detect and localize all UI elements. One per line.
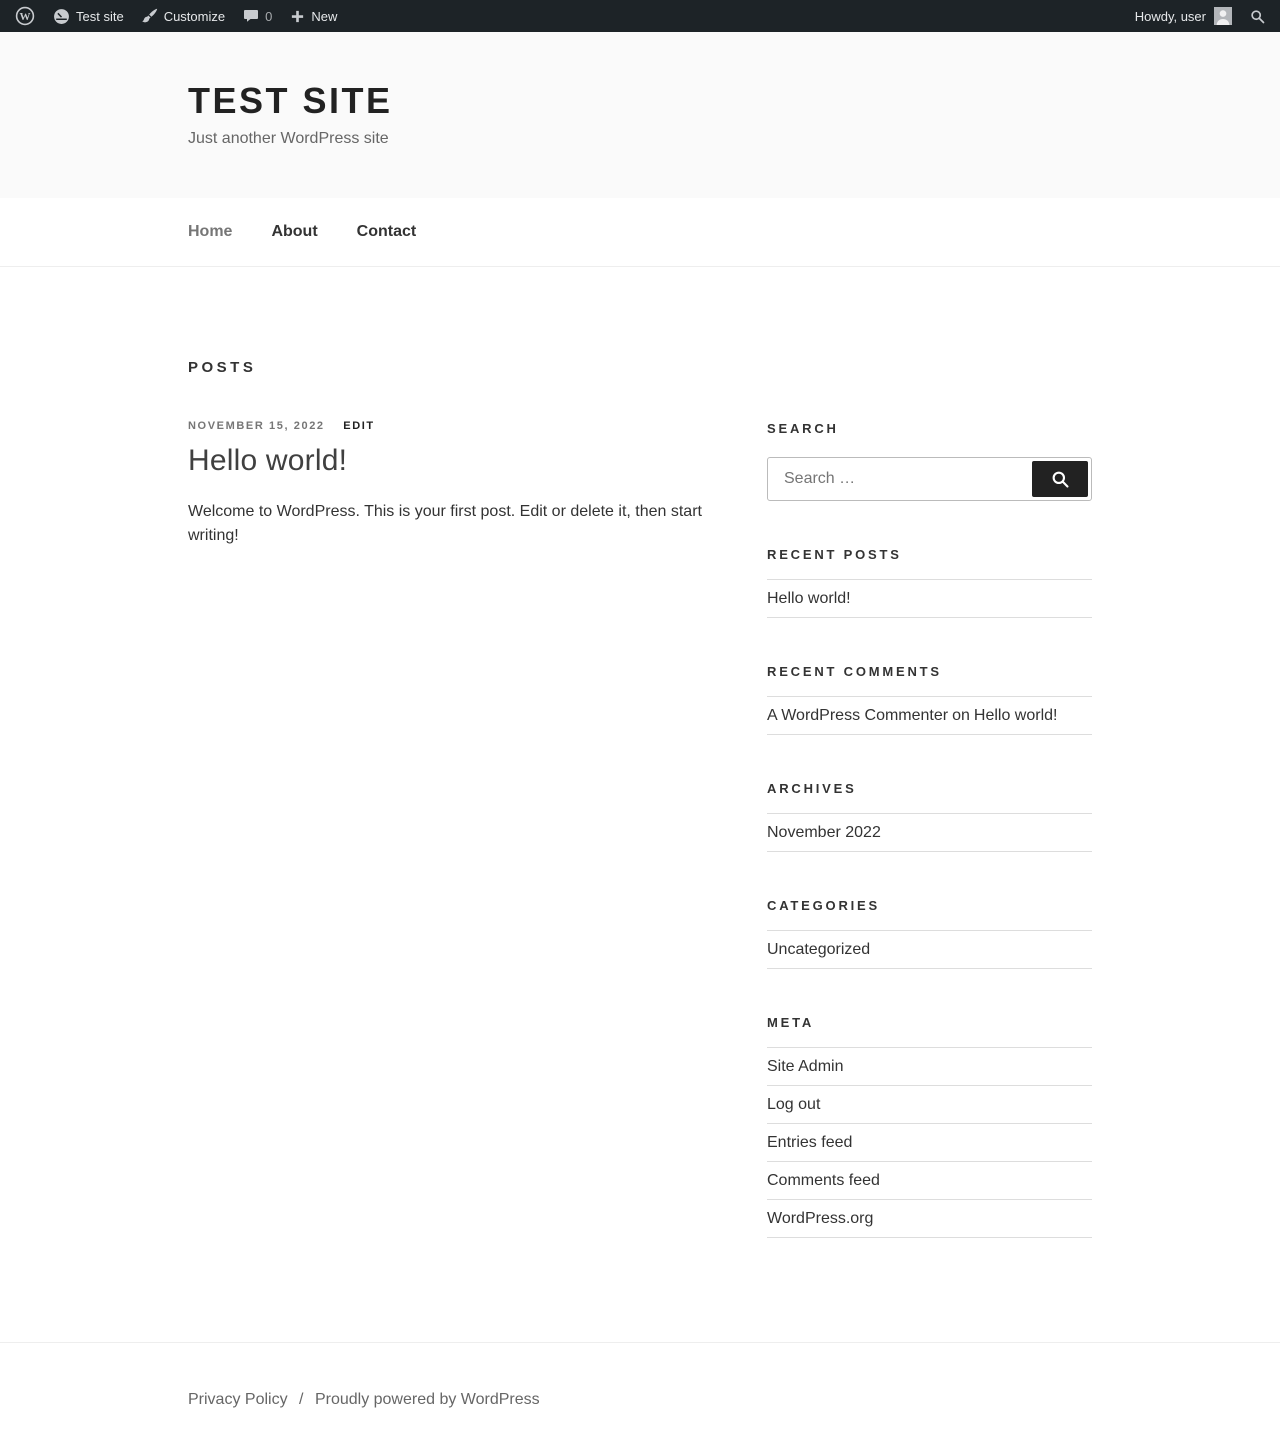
archive-link[interactable]: November 2022 bbox=[767, 824, 881, 841]
page-title: POSTS bbox=[188, 359, 257, 376]
dashboard-icon bbox=[53, 8, 70, 25]
list-item bbox=[767, 814, 1092, 852]
widget-meta-title: META bbox=[767, 1015, 815, 1030]
primary-nav bbox=[0, 198, 1280, 267]
comment-author-link[interactable]: A WordPress Commenter bbox=[767, 707, 949, 724]
comments-icon bbox=[243, 8, 259, 24]
widget-categories bbox=[767, 898, 1092, 969]
post-body: Welcome to WordPress. This is your first post. Edit or delete it, then start writing! bbox=[188, 503, 702, 544]
comment-connector: on bbox=[952, 707, 970, 724]
site-title-link[interactable]: TEST SITE bbox=[188, 80, 393, 121]
meta-wordpress-org-link[interactable]: WordPress.org bbox=[767, 1210, 874, 1227]
list-item bbox=[767, 1086, 1092, 1124]
comment-post-link[interactable]: Hello world! bbox=[973, 707, 1058, 724]
adminbar-site-label: Test site bbox=[76, 8, 124, 24]
howdy-text: Howdy, user bbox=[1134, 8, 1206, 24]
list-item bbox=[767, 931, 1092, 969]
site-title bbox=[188, 81, 1092, 121]
category-link[interactable]: Uncategorized bbox=[767, 941, 871, 958]
search-form bbox=[767, 457, 1092, 501]
main-column bbox=[188, 359, 720, 1238]
widget-search bbox=[767, 421, 1092, 501]
widget-recent-posts bbox=[767, 547, 1092, 618]
content-area bbox=[188, 267, 1092, 1238]
nav-item-home[interactable]: Home bbox=[188, 223, 233, 240]
widget-recent-comments-title: RECENT COMMENTS bbox=[767, 664, 942, 679]
list-item bbox=[767, 1200, 1092, 1238]
meta-site-admin-link[interactable]: Site Admin bbox=[767, 1058, 844, 1075]
list-item bbox=[767, 1162, 1092, 1200]
post-title-link[interactable]: Hello world! bbox=[188, 444, 348, 477]
meta-entries-feed-link[interactable]: Entries feed bbox=[767, 1134, 853, 1151]
wp-logo-menu[interactable] bbox=[6, 0, 44, 32]
adminbar-customize[interactable] bbox=[133, 0, 234, 32]
adminbar-site-name[interactable] bbox=[44, 0, 133, 32]
adminbar-customize-label: Customize bbox=[163, 8, 226, 24]
powered-by-link[interactable]: Proudly powered by WordPress bbox=[314, 1391, 540, 1408]
post-edit-link[interactable]: EDIT bbox=[343, 420, 375, 432]
adminbar-comments-count: 0 bbox=[265, 8, 273, 24]
adminbar-comments[interactable] bbox=[234, 0, 281, 32]
list-item bbox=[767, 580, 1092, 618]
nav-item-contact[interactable]: Contact bbox=[356, 223, 417, 240]
admin-bar bbox=[0, 0, 1280, 32]
search-icon bbox=[1051, 470, 1070, 489]
list-item bbox=[767, 1048, 1092, 1086]
post bbox=[188, 420, 720, 548]
search-input[interactable] bbox=[771, 461, 1032, 497]
new-icon bbox=[290, 9, 305, 24]
site-header bbox=[0, 32, 1280, 198]
adminbar-search-toggle[interactable] bbox=[1241, 0, 1274, 32]
privacy-policy-link[interactable]: Privacy Policy bbox=[188, 1391, 288, 1408]
entry-meta bbox=[188, 420, 720, 432]
adminbar-new-label: New bbox=[311, 8, 338, 24]
avatar bbox=[1214, 7, 1232, 25]
recent-post-link[interactable]: Hello world! bbox=[767, 590, 851, 607]
meta-log-out-link[interactable]: Log out bbox=[767, 1096, 821, 1113]
post-title bbox=[188, 442, 720, 480]
widget-categories-title: CATEGORIES bbox=[767, 898, 880, 913]
list-item bbox=[767, 1124, 1092, 1162]
adminbar-my-account[interactable] bbox=[1126, 0, 1241, 32]
widget-archives-title: ARCHIVES bbox=[767, 781, 857, 796]
post-date-link[interactable]: NOVEMBER 15, 2022 bbox=[188, 420, 325, 432]
site-tagline: Just another WordPress site bbox=[188, 129, 389, 147]
adminbar-right bbox=[1126, 0, 1274, 32]
widget-archives bbox=[767, 781, 1092, 852]
widget-recent-comments bbox=[767, 664, 1092, 735]
site-footer bbox=[0, 1342, 1280, 1449]
adminbar-new[interactable] bbox=[281, 0, 346, 32]
widget-meta bbox=[767, 1015, 1092, 1238]
svg-text:W: W bbox=[19, 11, 31, 24]
footer-separator: / bbox=[299, 1391, 304, 1408]
widget-recent-posts-title: RECENT POSTS bbox=[767, 547, 902, 562]
search-icon bbox=[1250, 9, 1265, 24]
sidebar bbox=[767, 359, 1092, 1238]
wordpress-logo-icon bbox=[15, 6, 35, 26]
meta-comments-feed-link[interactable]: Comments feed bbox=[767, 1172, 880, 1189]
search-submit-button[interactable] bbox=[1032, 461, 1088, 497]
customize-icon bbox=[142, 8, 158, 24]
widget-search-title: SEARCH bbox=[767, 421, 839, 436]
list-item bbox=[767, 697, 1092, 735]
nav-item-about[interactable]: About bbox=[271, 223, 318, 240]
